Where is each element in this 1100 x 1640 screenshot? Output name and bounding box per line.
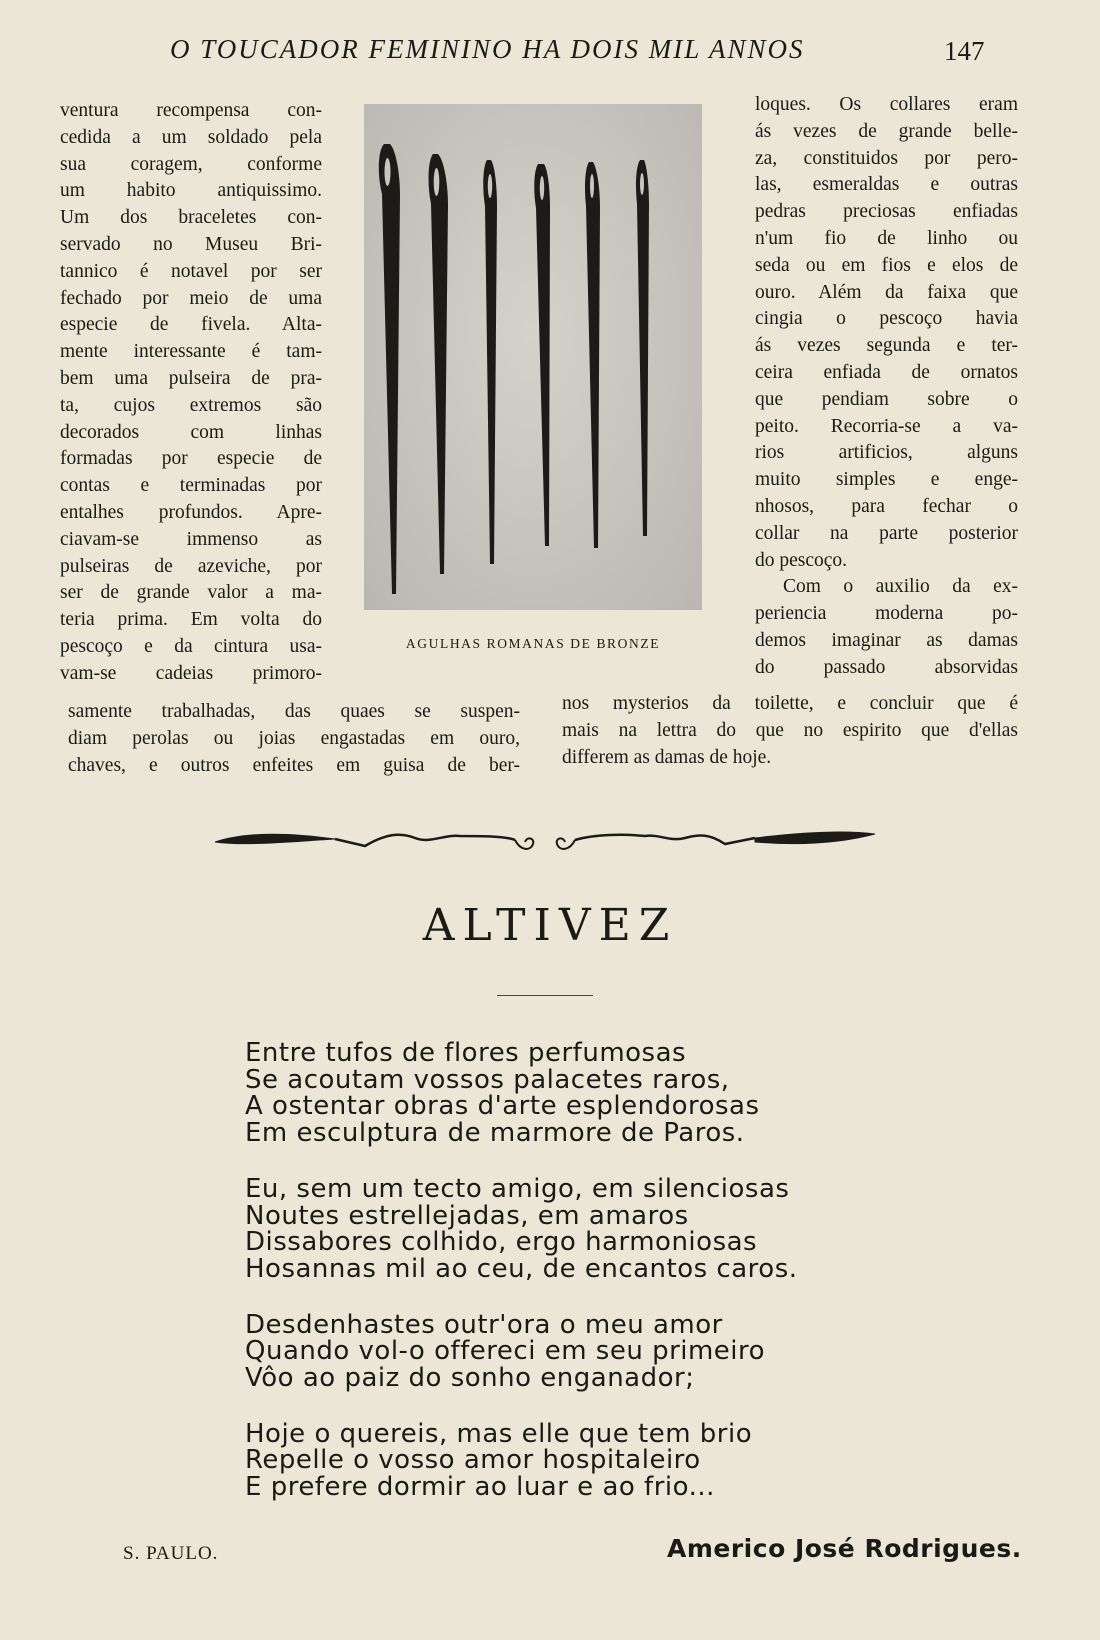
needle-eye: [590, 174, 594, 198]
needle-group: [379, 144, 649, 594]
needle-eye: [488, 174, 492, 198]
text-line: sua coragem, conforme: [60, 153, 322, 175]
needle: [483, 160, 497, 564]
text-line: ciavam-se immenso as: [60, 528, 322, 550]
text-line: ser de grande valor a ma-: [60, 582, 322, 604]
verse-line: Se acoutam vossos palacetes raros,: [245, 1064, 730, 1095]
article-bottom-left: [68, 699, 520, 779]
poem-place: S. PAULO.: [123, 1543, 219, 1564]
text-line: especie de fivela. Alta-: [60, 314, 322, 336]
text-line: mente interessante é tam-: [60, 341, 322, 363]
text-line: n'um fio de linho ou: [755, 227, 1018, 249]
stanza: [245, 1173, 885, 1284]
text-line: mais na lettra do que no espirito que d'ellas: [562, 719, 1018, 741]
ornament-swash-left: [215, 834, 335, 844]
bronze-needles-photo: [364, 104, 702, 610]
text-line: fechado por meio de uma: [60, 287, 322, 309]
text-line: ás vezes segunda e ter-: [755, 335, 1018, 357]
verse-line: Dissabores colhido, ergo harmoniosas: [245, 1227, 758, 1258]
text-line: collar na parte posterior: [755, 522, 1018, 544]
text-line: cedida a um soldado pela: [60, 126, 322, 148]
needle: [534, 164, 550, 546]
verse-line: Entre tufos de flores perfumosas: [245, 1038, 687, 1068]
poem-title: ALTIVEZ: [422, 900, 678, 951]
article-left-column: [60, 98, 322, 688]
ornament-swash-right: [755, 832, 875, 844]
verse-line: Desdenhastes outr'ora o meu amor: [245, 1309, 723, 1340]
verse-line: Eu, sem um tecto amigo, em silenciosas: [245, 1173, 790, 1204]
text-line: chaves, e outros enfeites em guisa de ber-: [68, 754, 520, 776]
verse-line: Hosannas mil ao ceu, de encantos caros.: [245, 1253, 798, 1284]
text-line: loques. Os collares eram: [755, 94, 1018, 115]
text-line: cingia o pescoço havia: [755, 308, 1018, 330]
text-line: demos imaginar as damas: [755, 629, 1018, 651]
ornament-strokes: [215, 832, 875, 849]
text-line: bem uma pulseira de pra-: [60, 367, 322, 389]
needle-eye: [385, 158, 391, 186]
article-right-column: [755, 92, 1018, 682]
article-bottom-right: [562, 691, 1018, 771]
text-line: nos mysterios da toilette, e concluir que é: [562, 693, 1018, 714]
text-line: ta, cujos extremos são: [60, 394, 322, 416]
needle-eye: [540, 176, 544, 200]
figure-caption: AGULHAS ROMANAS DE BRONZE: [405, 636, 661, 651]
poem-author: Americo José Rodrigues.: [667, 1534, 1022, 1563]
text-line: samente trabalhadas, das quaes se suspen-: [68, 701, 520, 722]
text-line: las, esmeraldas e outras: [755, 174, 1018, 196]
poem-body: [245, 1040, 885, 1530]
text-line: teria prima. Em volta do: [60, 609, 322, 631]
verse-line: A ostentar obras d'arte esplendorosas: [245, 1091, 760, 1122]
text-line: rios artificios, alguns: [755, 442, 1018, 464]
text-line: ouro. Além da faixa que: [755, 281, 1018, 303]
text-line: Com o auxilio da ex-: [783, 576, 1018, 598]
stanza: [245, 1309, 885, 1394]
needle: [429, 154, 448, 574]
text-line: formadas por especie de: [60, 448, 322, 470]
text-line: do passado absorvidas: [755, 656, 1018, 678]
text-line: do pescoço.: [755, 549, 848, 571]
text-line: pulseiras de azeviche, por: [60, 555, 322, 577]
text-line: entalhes profundos. Apre-: [60, 501, 322, 523]
ornament-center-left: [515, 838, 533, 849]
ornament-curl-right: [575, 835, 755, 844]
text-line: que pendiam sobre o: [755, 388, 1018, 410]
text-line: vam-se cadeias primoro-: [60, 662, 322, 684]
needle-eyes: [385, 158, 645, 200]
text-line: seda ou em fios e elos de: [755, 254, 1018, 276]
needle-eye: [434, 168, 440, 196]
text-line: peito. Recorria-se a va-: [755, 415, 1018, 437]
text-line: Um dos braceletes con-: [60, 207, 322, 229]
verse-line: Em esculptura de marmore de Paros.: [245, 1118, 745, 1149]
needle: [379, 144, 400, 594]
text-line: servado no Museu Bri-: [60, 233, 322, 255]
text-line: decorados com linhas: [60, 421, 322, 443]
verse-line: Noutes estrellejadas, em amaros: [245, 1200, 689, 1231]
text-line: ventura recompensa con-: [60, 100, 322, 121]
text-line: muito simples e enge-: [755, 469, 1018, 491]
stanza: [245, 1040, 885, 1147]
page-number: 147: [944, 36, 985, 66]
needle: [585, 162, 600, 548]
text-line: pedras preciosas enfiadas: [755, 201, 1018, 223]
needle-eye: [640, 173, 644, 195]
text-line: ceira enfiada de ornatos: [755, 361, 1018, 383]
text-line: differem as damas de hoje.: [562, 746, 772, 768]
verse-line: Vôo ao paiz do sonho enganador;: [245, 1363, 695, 1394]
text-line: za, constituidos por pero-: [755, 147, 1018, 169]
text-line: ás vezes de grande belle-: [755, 120, 1018, 142]
text-line: pescoço e da cintura usa-: [60, 635, 322, 657]
needle: [636, 160, 649, 536]
verse-line: Repelle o vosso amor hospitaleiro: [245, 1445, 701, 1476]
text-line: periencia moderna po-: [755, 603, 1018, 625]
text-line: contas e terminadas por: [60, 475, 322, 497]
verse-line: Hoje o quereis, mas elle que tem brio: [245, 1418, 753, 1449]
running-title: O TOUCADOR FEMININO HA DOIS MIL ANNOS: [170, 34, 805, 64]
title-rule: [497, 995, 593, 996]
needles-illustration: [364, 104, 702, 610]
verse-line: E prefere dormir ao luar e ao frio...: [245, 1472, 715, 1503]
ornament-center-right: [557, 838, 575, 849]
stanza: [245, 1418, 885, 1503]
verse-line: Quando vol-o offereci em seu primeiro: [245, 1336, 766, 1367]
text-line: um habito antiquissimo.: [60, 180, 322, 202]
ornament-curl-left: [335, 835, 515, 846]
ornamental-divider: [215, 822, 875, 862]
text-line: diam perolas ou joias engastadas em ouro,: [68, 727, 520, 749]
text-line: nhosos, para fechar o: [755, 495, 1018, 517]
text-line: tannico é notavel por ser: [60, 260, 322, 282]
